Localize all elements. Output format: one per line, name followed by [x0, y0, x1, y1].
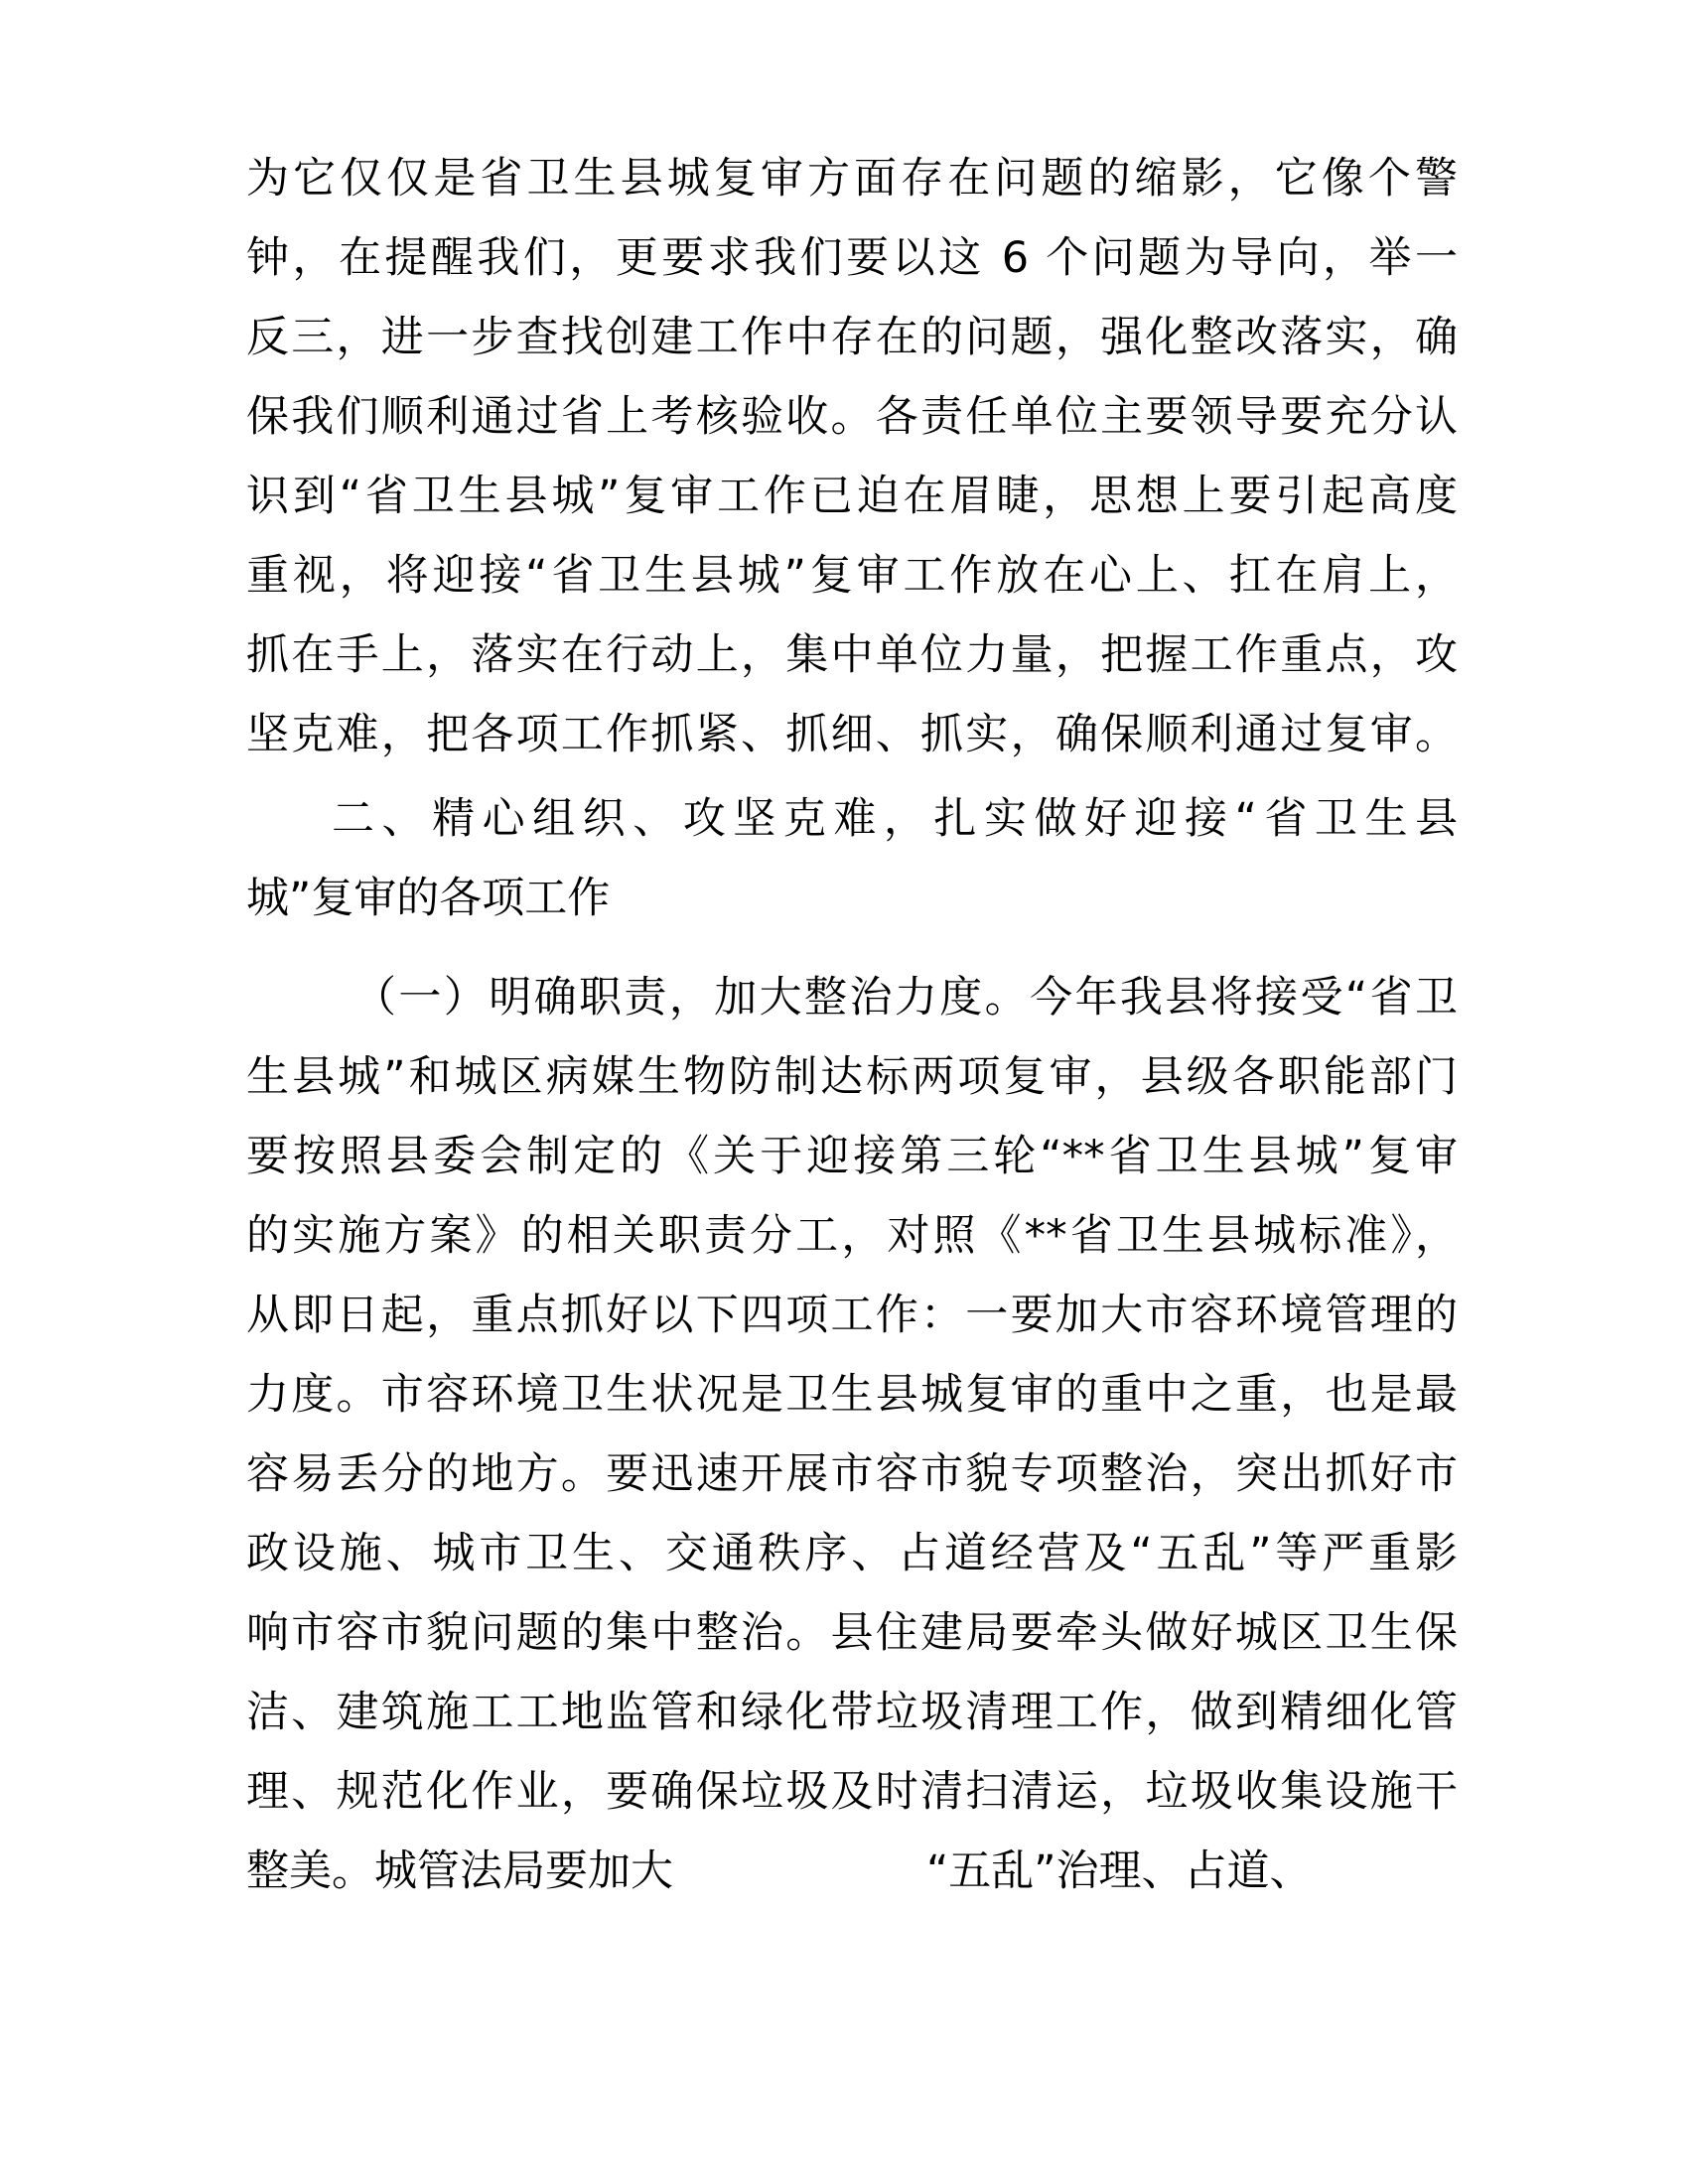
paragraph-line: 生县城”和城区病媒生物防制达标两项复审，县级各职能部门: [246, 1052, 1458, 1102]
paragraph-line: 理、规范化作业，要确保垃圾及时清扫清运，垃圾收集设施干: [246, 1767, 1458, 1817]
paragraph-line: 从即日起，重点抓好以下四项工作：一要加大市容环境管理的: [246, 1291, 1458, 1340]
paragraph-line: 的实施方案》的相关职责分工，对照《**省卫生县城标准》，: [246, 1211, 1458, 1261]
paragraph-last-line: [246, 1832, 1458, 1911]
paragraph-line: 要按照县委会制定的《关于迎接第三轮“**省卫生县城”复审: [246, 1132, 1458, 1181]
paragraph-line: 容易丢分的地方。要迅速开展市容市貌专项整治，突出抓好市: [246, 1449, 1458, 1499]
paragraph-line: 响市容市貌问题的集中整治。县住建局要牵头做好城区卫生保: [246, 1608, 1458, 1658]
paragraph-line: 力度。市容环境卫生状况是卫生县城复审的重中之重，也是最: [246, 1370, 1458, 1420]
paragraph-line: 保我们顺利通过省上考核验收。各责任单位主要领导要充分认: [246, 392, 1458, 442]
section-heading: 二、精心组织、攻坚克难，扎实做好迎接“省卫生县: [332, 794, 1458, 844]
paragraph-line: 政设施、城市卫生、交通秩序、占道经营及“五乱”等严重影: [246, 1529, 1458, 1578]
paragraph-line: 反三，进一步查找创建工作中存在的问题，强化整改落实，确: [246, 313, 1458, 362]
paragraph-text-segment: “五乱”治理、占道、: [926, 1846, 1313, 1896]
paragraph-line: （一）明确职责，加大整治力度。今年我县将接受“省卫: [353, 973, 1458, 1023]
paragraph-line: 钟，在提醒我们，更要求我们要以这 6 个问题为导向，举一: [246, 233, 1458, 283]
paragraph-line: 为它仅仅是省卫生县城复审方面存在问题的缩影，它像个警: [246, 154, 1458, 204]
paragraph-line: 重视，将迎接“省卫生县城”复审工作放在心上、扛在肩上，: [246, 551, 1458, 601]
paragraph-line: 识到“省卫生县城”复审工作已迫在眉睫，思想上要引起高度: [246, 472, 1458, 521]
paragraph-line: 坚克难，把各项工作抓紧、抓细、抓实，确保顺利通过复审。: [246, 710, 1458, 759]
paragraph-line: 洁、建筑施工工地监管和绿化带垃圾清理工作，做到精细化管: [246, 1688, 1458, 1737]
paragraph-line: 抓在手上，落实在行动上，集中单位力量，把握工作重点，攻: [246, 630, 1458, 680]
section-heading-continuation: 城”复审的各项工作: [246, 874, 611, 923]
paragraph-text-segment: 整美。城管法局要加大: [246, 1846, 673, 1896]
